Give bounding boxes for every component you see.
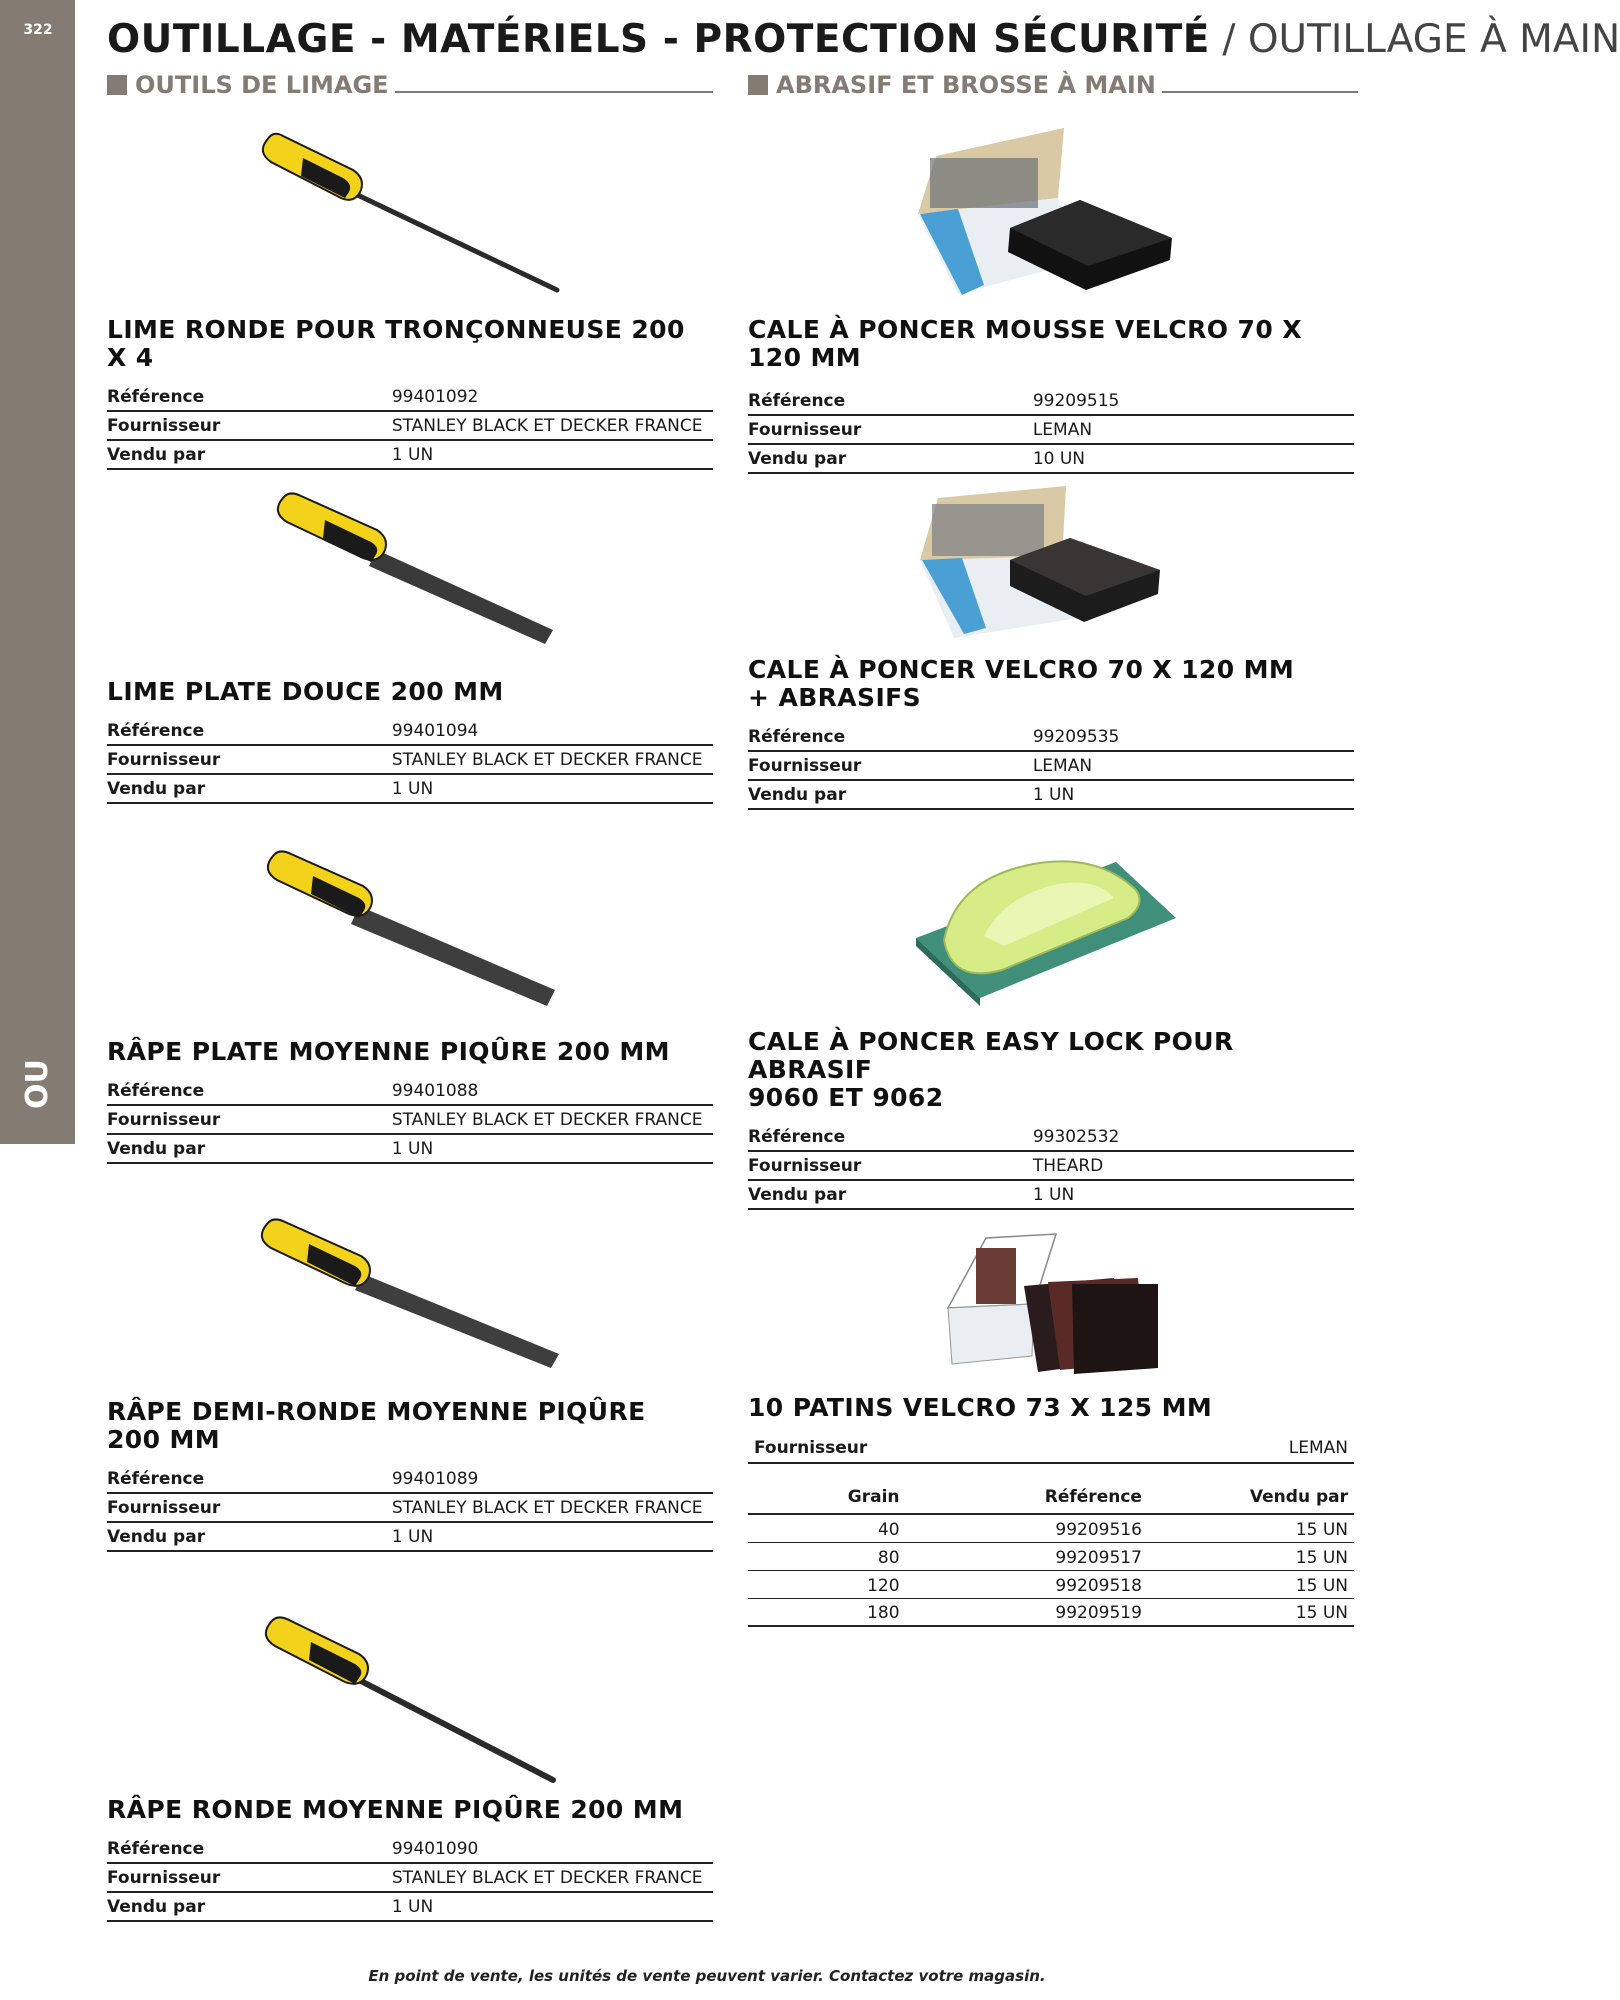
spec-value: 1 UN bbox=[392, 1134, 713, 1163]
table-cell: 99209519 bbox=[906, 1598, 1148, 1626]
product-card[interactable] bbox=[107, 118, 713, 470]
product-card[interactable] bbox=[107, 1212, 713, 1552]
product-title bbox=[748, 1028, 1354, 1112]
column-header: Référence bbox=[906, 1482, 1148, 1514]
spec-value: LEMAN bbox=[1288, 1438, 1348, 1458]
grain-table bbox=[748, 1482, 1354, 1627]
spec-key: Vendu par bbox=[748, 444, 1033, 473]
product-title: RÂPE PLATE MOYENNE PIQÛRE 200 MM bbox=[107, 1037, 670, 1066]
flat-rasp-image bbox=[107, 842, 713, 1032]
spec-row bbox=[107, 411, 713, 440]
spec-table bbox=[107, 716, 713, 804]
spec-key: Fournisseur bbox=[107, 1105, 392, 1134]
spec-row bbox=[107, 1105, 713, 1134]
spec-row bbox=[107, 1863, 713, 1892]
section-label: OUTILS DE LIMAGE bbox=[135, 71, 389, 99]
spec-value: 1 UN bbox=[392, 774, 713, 803]
spec-row bbox=[748, 444, 1354, 473]
product-title: LIME PLATE DOUCE 200 MM bbox=[107, 677, 504, 706]
spec-value: STANLEY BLACK ET DECKER FRANCE bbox=[392, 1493, 713, 1522]
spec-value: 10 UN bbox=[1033, 444, 1354, 473]
spec-row bbox=[107, 716, 713, 745]
spec-value: STANLEY BLACK ET DECKER FRANCE bbox=[392, 1105, 713, 1134]
section-label: ABRASIF ET BROSSE À MAIN bbox=[776, 71, 1156, 99]
column-header: Grain bbox=[748, 1482, 906, 1514]
spec-table bbox=[107, 1464, 713, 1552]
product-title bbox=[748, 656, 1354, 712]
side-strip bbox=[0, 0, 75, 1144]
spec-table bbox=[107, 1076, 713, 1164]
product-title: RÂPE RONDE MOYENNE PIQÛRE 200 MM bbox=[107, 1795, 684, 1824]
spec-key: Référence bbox=[748, 386, 1033, 415]
table-row bbox=[748, 1570, 1354, 1598]
table-cell: 180 bbox=[748, 1598, 906, 1626]
spec-key: Vendu par bbox=[748, 780, 1033, 809]
spec-row bbox=[748, 1122, 1354, 1151]
spec-row bbox=[107, 774, 713, 803]
spec-row bbox=[107, 1834, 713, 1863]
spec-key: Référence bbox=[748, 722, 1033, 751]
spec-table bbox=[107, 382, 713, 470]
spec-value: 1 UN bbox=[392, 1892, 713, 1921]
spec-row bbox=[107, 745, 713, 774]
spec-row bbox=[748, 1180, 1354, 1209]
spec-row bbox=[748, 1151, 1354, 1180]
spec-row bbox=[107, 1464, 713, 1493]
velcro-pads-display-image bbox=[748, 1208, 1354, 1388]
product-card[interactable] bbox=[107, 480, 713, 804]
spec-row bbox=[748, 415, 1354, 444]
spec-key: Fournisseur bbox=[107, 411, 392, 440]
spec-key: Référence bbox=[107, 382, 392, 411]
spec-value: 1 UN bbox=[1033, 1180, 1354, 1209]
section-rule bbox=[395, 91, 713, 93]
section-code: OU bbox=[20, 1059, 55, 1109]
footnote: En point de vente, les unités de vente peuvent varier. Contactez votre magasin. bbox=[368, 1967, 1046, 1985]
spec-value: 99401094 bbox=[392, 716, 713, 745]
product-title-line1: RÂPE DEMI-RONDE MOYENNE PIQÛRE bbox=[107, 1397, 646, 1426]
spec-key: Fournisseur bbox=[107, 1863, 392, 1892]
spec-key: Référence bbox=[748, 1122, 1033, 1151]
spec-row bbox=[107, 1076, 713, 1105]
spec-key: Vendu par bbox=[748, 1180, 1033, 1209]
spec-value: STANLEY BLACK ET DECKER FRANCE bbox=[392, 745, 713, 774]
table-cell: 15 UN bbox=[1148, 1514, 1354, 1542]
product-title-line2: 200 MM bbox=[107, 1425, 221, 1454]
spec-key: Fournisseur bbox=[748, 415, 1033, 444]
spec-value: 99209535 bbox=[1033, 722, 1354, 751]
foam-block-display-image bbox=[748, 118, 1354, 308]
column-header: Vendu par bbox=[1148, 1482, 1354, 1514]
product-card[interactable] bbox=[748, 118, 1354, 474]
product-card[interactable] bbox=[748, 1208, 1354, 1627]
spec-row bbox=[107, 1892, 713, 1921]
spec-key: Fournisseur bbox=[748, 751, 1033, 780]
spec-key: Fournisseur bbox=[754, 1438, 868, 1458]
table-row bbox=[748, 1514, 1354, 1542]
spec-key: Vendu par bbox=[107, 440, 392, 469]
spec-row bbox=[107, 1493, 713, 1522]
table-cell: 80 bbox=[748, 1542, 906, 1570]
spec-value: 99401090 bbox=[392, 1834, 713, 1863]
spec-value: 99401088 bbox=[392, 1076, 713, 1105]
spec-key: Vendu par bbox=[107, 1522, 392, 1551]
spec-row bbox=[748, 386, 1354, 415]
table-cell: 15 UN bbox=[1148, 1542, 1354, 1570]
product-card[interactable] bbox=[748, 840, 1354, 1210]
section-rule bbox=[1162, 91, 1358, 93]
spec-value: 99401092 bbox=[392, 382, 713, 411]
page-title-sub: / OUTILLAGE À MAIN bbox=[1222, 17, 1620, 62]
product-title: 10 PATINS VELCRO 73 X 125 MM bbox=[748, 1393, 1213, 1422]
product-title-line2: 9060 ET 9062 bbox=[748, 1083, 944, 1112]
spec-value: 99401089 bbox=[392, 1464, 713, 1493]
spec-key: Fournisseur bbox=[107, 1493, 392, 1522]
product-card[interactable] bbox=[748, 476, 1354, 810]
table-cell: 99209516 bbox=[906, 1514, 1148, 1542]
product-card[interactable] bbox=[107, 1600, 713, 1922]
product-title: CALE À PONCER MOUSSE VELCRO 70 X 120 MM bbox=[748, 315, 1302, 372]
spec-key: Référence bbox=[107, 716, 392, 745]
velcro-block-display-image bbox=[748, 476, 1354, 646]
section-header-right bbox=[748, 70, 1358, 100]
hand-sander-image bbox=[748, 840, 1354, 1020]
spec-value: 1 UN bbox=[392, 440, 713, 469]
page-title bbox=[107, 16, 1620, 64]
spec-key: Vendu par bbox=[107, 1892, 392, 1921]
spec-value: 1 UN bbox=[392, 1522, 713, 1551]
table-cell: 15 UN bbox=[1148, 1598, 1354, 1626]
product-title-line2: + ABRASIFS bbox=[748, 683, 922, 712]
spec-key: Référence bbox=[107, 1076, 392, 1105]
spec-table bbox=[748, 722, 1354, 810]
table-header-row bbox=[748, 1482, 1354, 1514]
spec-table bbox=[748, 386, 1354, 474]
product-title bbox=[107, 1398, 713, 1454]
spec-value: LEMAN bbox=[1033, 751, 1354, 780]
table-row bbox=[748, 1542, 1354, 1570]
spec-value: 1 UN bbox=[1033, 780, 1354, 809]
spec-key: Vendu par bbox=[107, 774, 392, 803]
table-cell: 120 bbox=[748, 1570, 906, 1598]
spec-key: Fournisseur bbox=[107, 745, 392, 774]
spec-key: Vendu par bbox=[107, 1134, 392, 1163]
section-square-icon bbox=[748, 75, 768, 95]
round-rasp-image bbox=[107, 1600, 713, 1790]
supplier-row bbox=[748, 1438, 1354, 1464]
table-cell: 40 bbox=[748, 1514, 906, 1542]
spec-key: Référence bbox=[107, 1464, 392, 1493]
table-cell: 15 UN bbox=[1148, 1570, 1354, 1598]
spec-row bbox=[107, 1522, 713, 1551]
spec-value: STANLEY BLACK ET DECKER FRANCE bbox=[392, 411, 713, 440]
page-number: 322 bbox=[23, 22, 53, 38]
spec-table bbox=[107, 1834, 713, 1922]
round-file-image bbox=[107, 118, 713, 308]
product-card[interactable] bbox=[107, 842, 713, 1164]
page-title-main: OUTILLAGE - MATÉRIELS - PROTECTION SÉCURITÉ bbox=[107, 17, 1210, 62]
product-title: LIME RONDE POUR TRONÇONNEUSE 200 X 4 bbox=[107, 315, 685, 372]
section-square-icon bbox=[107, 75, 127, 95]
table-cell: 99209518 bbox=[906, 1570, 1148, 1598]
spec-value: 99302532 bbox=[1033, 1122, 1354, 1151]
spec-value: LEMAN bbox=[1033, 415, 1354, 444]
spec-table bbox=[748, 1122, 1354, 1210]
spec-row bbox=[748, 780, 1354, 809]
spec-row bbox=[748, 751, 1354, 780]
section-header-left bbox=[107, 70, 713, 100]
spec-key: Fournisseur bbox=[748, 1151, 1033, 1180]
spec-key: Référence bbox=[107, 1834, 392, 1863]
spec-row bbox=[107, 1134, 713, 1163]
product-title-line1: CALE À PONCER EASY LOCK POUR ABRASIF bbox=[748, 1027, 1234, 1084]
flat-file-image bbox=[107, 480, 713, 670]
table-cell: 99209517 bbox=[906, 1542, 1148, 1570]
table-row bbox=[748, 1598, 1354, 1626]
spec-value: THEARD bbox=[1033, 1151, 1354, 1180]
spec-value: 99209515 bbox=[1033, 386, 1354, 415]
spec-value: STANLEY BLACK ET DECKER FRANCE bbox=[392, 1863, 713, 1892]
spec-row bbox=[107, 440, 713, 469]
half-round-rasp-image bbox=[107, 1212, 713, 1392]
spec-row bbox=[107, 382, 713, 411]
spec-row bbox=[748, 722, 1354, 751]
product-title-line1: CALE À PONCER VELCRO 70 X 120 MM bbox=[748, 655, 1295, 684]
